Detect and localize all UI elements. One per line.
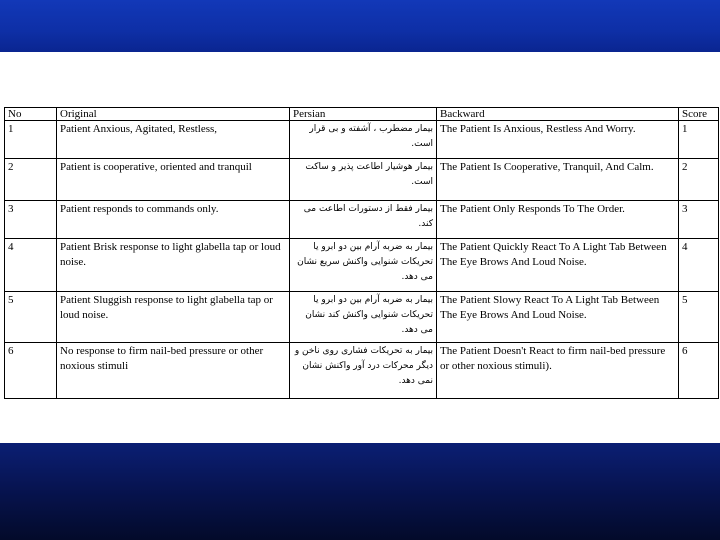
cell-no: 1 [5, 121, 57, 159]
cell-original: Patient Brisk response to light glabella tap or loud noise. [57, 239, 290, 292]
cell-no: 5 [5, 292, 57, 343]
cell-backward: The Patient Only Responds To The Order. [437, 201, 679, 239]
table-row [5, 239, 719, 292]
cell-score: 2 [679, 159, 719, 201]
table-row [5, 343, 719, 399]
cell-backward: The Patient Slowy React To A Light Tab Between The Eye Brows And Loud Noise. [437, 292, 679, 343]
cell-no: 6 [5, 343, 57, 399]
cell-original: Patient responds to commands only. [57, 201, 290, 239]
cell-persian: بیمار فقط از دستورات اطاعت می کند. [290, 201, 437, 239]
table-row [5, 292, 719, 343]
table-row [5, 159, 719, 201]
header-persian: Persian [290, 108, 437, 121]
header-band [0, 0, 720, 52]
cell-backward: The Patient Is Anxious, Restless And Worry. [437, 121, 679, 159]
cell-score: 1 [679, 121, 719, 159]
cell-persian: بیمار مضطرب ، آشفته و بی قرار است. [290, 121, 437, 159]
cell-backward: The Patient Is Cooperative, Tranquil, And Calm. [437, 159, 679, 201]
cell-original: Patient is cooperative, oriented and tranquil [57, 159, 290, 201]
translation-table-container [4, 107, 718, 399]
cell-score: 5 [679, 292, 719, 343]
cell-persian: بیمار به ضربه آرام بین دو ابرو یا تحریکات شنوایی واکنش سریع نشان می دهد. [290, 239, 437, 292]
footer-band [0, 443, 720, 540]
cell-no: 3 [5, 201, 57, 239]
table-row [5, 201, 719, 239]
cell-score: 4 [679, 239, 719, 292]
header-backward: Backward [437, 108, 679, 121]
header-no: No [5, 108, 57, 121]
cell-original: Patient Anxious, Agitated, Restless, [57, 121, 290, 159]
translation-table [4, 107, 719, 399]
cell-no: 4 [5, 239, 57, 292]
cell-backward: The Patient Quickly React To A Light Tab Between The Eye Brows And Loud Noise. [437, 239, 679, 292]
table-row [5, 121, 719, 159]
cell-persian: بیمار به تحریکات فشاری روی ناخن و دیگر محرکات درد آور واکنش نشان نمی دهد. [290, 343, 437, 399]
cell-persian: بیمار به ضربه آرام بین دو ابرو یا تحریکات شنوایی واکنش کند نشان می دهد. [290, 292, 437, 343]
cell-persian: بیمار هوشیار اطاعت پذیر و ساکت است. [290, 159, 437, 201]
cell-original: Patient Sluggish response to light glabella tap or loud noise. [57, 292, 290, 343]
table-header-row [5, 108, 719, 121]
header-original: Original [57, 108, 290, 121]
cell-score: 6 [679, 343, 719, 399]
header-score: Score [679, 108, 719, 121]
cell-original: No response to firm nail-bed pressure or other noxious stimuli [57, 343, 290, 399]
cell-no: 2 [5, 159, 57, 201]
cell-score: 3 [679, 201, 719, 239]
cell-backward: The Patient Doesn't React to firm nail-bed pressure or other noxious stimuli). [437, 343, 679, 399]
